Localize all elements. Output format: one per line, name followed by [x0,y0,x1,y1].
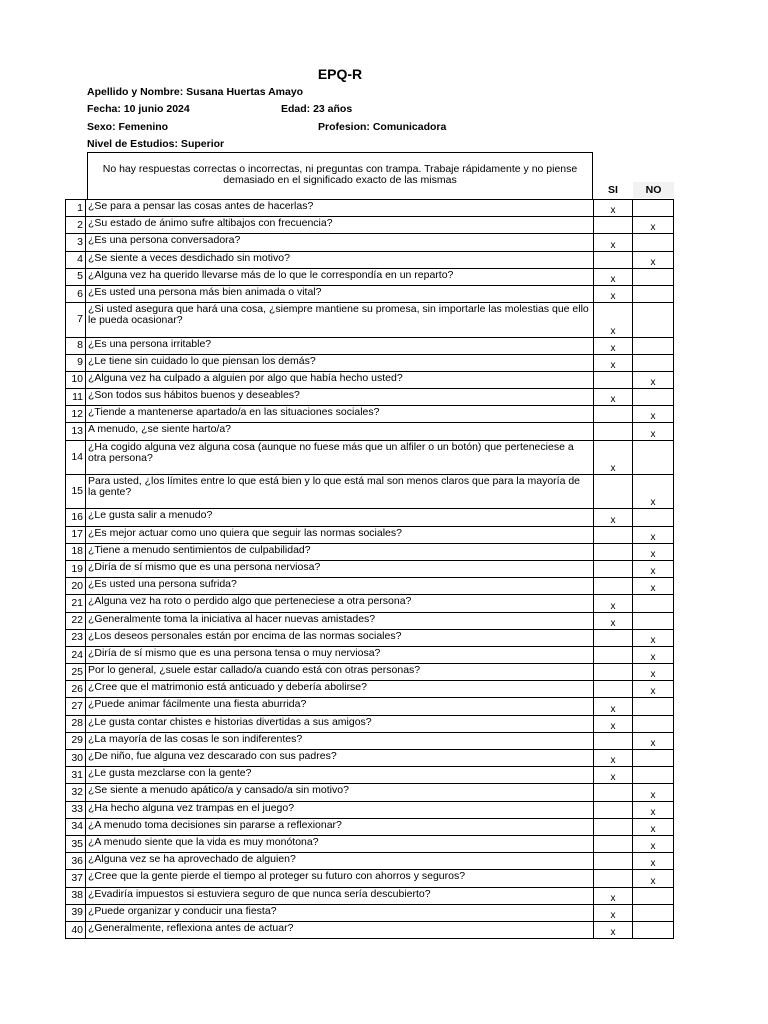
question-row [66,732,674,749]
answer-yes-cell[interactable] [594,835,633,852]
name-field: Apellido y Nombre: Susana Huertas Amayo [87,86,304,98]
question-number: 21 [66,595,86,612]
question-number: 3 [66,234,86,251]
question-row [66,681,674,698]
question-row [66,715,674,732]
question-text: ¿Puede animar fácilmente una fiesta aburrida? [86,698,594,715]
question-row [66,406,674,423]
question-row [66,423,674,440]
question-text: ¿Alguna vez ha culpado a alguien por algo que había hecho usted? [86,371,594,388]
question-text: ¿Es una persona conversadora? [86,234,594,251]
answer-no-cell[interactable] [633,750,674,767]
question-row [66,251,674,268]
question-number: 23 [66,629,86,646]
question-row [66,371,674,388]
question-number: 24 [66,646,86,663]
question-text: ¿Es mejor actuar como uno quiera que seguir las normas sociales? [86,526,594,543]
question-text: ¿La mayoría de las cosas le son indiferentes? [86,732,594,749]
answer-no-cell[interactable] [633,354,674,371]
answer-yes-cell[interactable]: x [594,200,633,217]
answer-no-cell[interactable]: x [633,870,674,887]
answer-no-cell[interactable]: x [633,801,674,818]
answer-no-cell[interactable] [633,595,674,612]
question-number: 26 [66,681,86,698]
age-field: Edad: 23 años [281,103,353,115]
answer-yes-cell[interactable]: x [594,904,633,921]
answer-no-cell[interactable]: x [633,526,674,543]
question-text: ¿Diría de sí mismo que es una persona tensa o muy nerviosa? [86,646,594,663]
answer-yes-cell[interactable]: x [594,767,633,784]
question-text: ¿Alguna vez ha roto o perdido algo que perteneciese a otra persona? [86,595,594,612]
answer-yes-cell[interactable]: x [594,440,633,474]
answer-yes-cell[interactable] [594,784,633,801]
question-text: ¿Diría de sí mismo que es una persona nerviosa? [86,560,594,577]
question-text: ¿Los deseos personales están por encima de las normas sociales? [86,629,594,646]
answer-no-cell[interactable]: x [633,629,674,646]
question-row [66,595,674,612]
question-number: 38 [66,887,86,904]
answer-yes-cell[interactable]: x [594,268,633,285]
question-text: ¿Generalmente, reflexiona antes de actuar? [86,921,594,938]
answer-yes-cell[interactable]: x [594,612,633,629]
question-number: 10 [66,371,86,388]
answer-yes-cell[interactable]: x [594,354,633,371]
question-number: 30 [66,750,86,767]
answer-no-cell[interactable]: x [633,578,674,595]
answer-no-cell[interactable]: x [633,664,674,681]
question-number: 15 [66,475,86,509]
answer-no-cell[interactable]: x [633,853,674,870]
question-number: 5 [66,268,86,285]
answer-yes-cell[interactable] [594,664,633,681]
question-text: ¿Tiende a mantenerse apartado/a en las situaciones sociales? [86,406,594,423]
question-row [66,337,674,354]
question-row [66,543,674,560]
question-number: 2 [66,217,86,234]
question-number: 25 [66,664,86,681]
question-row [66,475,674,509]
question-number: 16 [66,509,86,526]
question-row [66,767,674,784]
answer-yes-cell[interactable]: x [594,337,633,354]
page-title: EPQ-R [317,66,363,82]
question-number: 31 [66,767,86,784]
answer-yes-cell[interactable] [594,818,633,835]
question-text: ¿Se para a pensar las cosas antes de hacerlas? [86,200,594,217]
question-number: 11 [66,389,86,406]
answer-no-cell[interactable] [633,698,674,715]
answer-yes-cell[interactable] [594,681,633,698]
question-row [66,853,674,870]
question-text: ¿Alguna vez se ha aprovechado de alguien? [86,853,594,870]
answer-yes-cell[interactable] [594,646,633,663]
answer-yes-cell[interactable] [594,475,633,509]
answer-no-cell[interactable] [633,200,674,217]
question-number: 37 [66,870,86,887]
answer-yes-cell[interactable] [594,217,633,234]
education-field: Nivel de Estudios: Superior [87,138,225,150]
question-text: ¿Le gusta contar chistes e historias divertidas a sus amigos? [86,715,594,732]
date-field: Fecha: 10 junio 2024 [87,103,190,115]
answer-no-cell[interactable] [633,303,674,337]
question-row [66,698,674,715]
question-text: ¿Cree que la gente pierde el tiempo al proteger su futuro con ahorros y seguros? [86,870,594,887]
answer-yes-cell[interactable]: x [594,921,633,938]
question-number: 17 [66,526,86,543]
question-number: 32 [66,784,86,801]
question-text: ¿Es usted una persona más bien animada o vital? [86,285,594,302]
answer-yes-cell[interactable]: x [594,389,633,406]
column-header-yes: SI [608,184,618,196]
answer-no-cell[interactable]: x [633,681,674,698]
answer-yes-cell[interactable]: x [594,234,633,251]
question-row [66,354,674,371]
answer-yes-cell[interactable] [594,870,633,887]
question-row [66,818,674,835]
question-number: 29 [66,732,86,749]
answer-yes-cell[interactable]: x [594,750,633,767]
answer-no-cell[interactable] [633,887,674,904]
question-number: 14 [66,440,86,474]
answer-yes-cell[interactable] [594,801,633,818]
question-text: ¿Le tiene sin cuidado lo que piensan los demás? [86,354,594,371]
answer-yes-cell[interactable] [594,732,633,749]
question-text: ¿Son todos sus hábitos buenos y deseables? [86,389,594,406]
question-row [66,870,674,887]
question-number: 7 [66,303,86,337]
answer-yes-cell[interactable]: x [594,303,633,337]
question-text: ¿Le gusta salir a menudo? [86,509,594,526]
question-row [66,612,674,629]
question-number: 19 [66,560,86,577]
question-number: 13 [66,423,86,440]
question-row [66,646,674,663]
instructions-box: No hay respuestas correctas o incorrectas, ni preguntas con trampa. Trabaje rápidamente y no piense demasiado en el significado exacto de las mismas [87,152,593,199]
question-row [66,921,674,938]
question-text: ¿Es usted una persona sufrida? [86,578,594,595]
question-number: 27 [66,698,86,715]
question-text: ¿Evadiría impuestos si estuviera seguro de que nunca sería descubierto? [86,887,594,904]
question-row [66,835,674,852]
answer-yes-cell[interactable] [594,251,633,268]
question-number: 18 [66,543,86,560]
answer-no-cell[interactable]: x [633,784,674,801]
answer-no-cell[interactable] [633,337,674,354]
answer-no-cell[interactable]: x [633,818,674,835]
question-row [66,664,674,681]
question-row [66,784,674,801]
answer-no-cell[interactable] [633,921,674,938]
question-number: 34 [66,818,86,835]
question-text: ¿Se siente a menudo apático/a y cansado/a sin motivo? [86,784,594,801]
question-row [66,801,674,818]
question-text: ¿A menudo toma decisiones sin pararse a reflexionar? [86,818,594,835]
question-number: 9 [66,354,86,371]
question-row [66,904,674,921]
question-text: ¿Si usted asegura que hará una cosa, ¿siempre mantiene su promesa, sin importarle las molestias que ello le pueda ocasionar? [86,303,594,337]
question-row [66,750,674,767]
question-row [66,268,674,285]
question-text: ¿A menudo siente que la vida es muy monótona? [86,835,594,852]
question-row [66,389,674,406]
question-row [66,526,674,543]
answer-no-cell[interactable]: x [633,217,674,234]
question-text: ¿Cree que el matrimonio está anticuado y debería abolirse? [86,681,594,698]
question-text: ¿Generalmente toma la iniciativa al hacer nuevas amistades? [86,612,594,629]
answer-no-cell[interactable] [633,440,674,474]
answer-no-cell[interactable]: x [633,475,674,509]
answer-yes-cell[interactable] [594,560,633,577]
question-number: 39 [66,904,86,921]
answer-yes-cell[interactable]: x [594,509,633,526]
question-text: ¿Alguna vez ha querido llevarse más de lo que le correspondía en un reparto? [86,268,594,285]
answer-yes-cell[interactable] [594,853,633,870]
answer-yes-cell[interactable] [594,423,633,440]
profession-field: Profesion: Comunicadora [318,121,447,133]
question-row [66,285,674,302]
question-number: 8 [66,337,86,354]
answer-no-cell[interactable] [633,904,674,921]
answer-yes-cell[interactable]: x [594,595,633,612]
question-row [66,303,674,337]
answer-no-cell[interactable]: x [633,732,674,749]
answer-no-cell[interactable]: x [633,406,674,423]
question-row [66,440,674,474]
answer-yes-cell[interactable] [594,629,633,646]
answer-no-cell[interactable]: x [633,646,674,663]
answer-yes-cell[interactable]: x [594,698,633,715]
question-text: Por lo general, ¿suele estar callado/a cuando está con otras personas? [86,664,594,681]
question-text: A menudo, ¿se siente harto/a? [86,423,594,440]
question-text: ¿Ha hecho alguna vez trampas en el juego? [86,801,594,818]
question-text: ¿Es una persona irritable? [86,337,594,354]
answer-no-cell[interactable] [633,612,674,629]
question-row [66,234,674,251]
answer-no-cell[interactable]: x [633,835,674,852]
answer-yes-cell[interactable] [594,371,633,388]
question-text: ¿Ha cogido alguna vez alguna cosa (aunque no fuese más que un alfiler o un botón) que perteneciese a otra persona? [86,440,594,474]
answer-no-cell[interactable] [633,234,674,251]
question-text: ¿Tiene a menudo sentimientos de culpabilidad? [86,543,594,560]
question-row [66,560,674,577]
answer-no-cell[interactable] [633,285,674,302]
question-number: 35 [66,835,86,852]
answer-no-cell[interactable]: x [633,560,674,577]
question-number: 1 [66,200,86,217]
answer-no-cell[interactable]: x [633,543,674,560]
question-text: ¿Se siente a veces desdichado sin motivo? [86,251,594,268]
answer-yes-cell[interactable]: x [594,887,633,904]
question-row [66,887,674,904]
question-number: 4 [66,251,86,268]
answer-no-cell[interactable] [633,767,674,784]
question-row [66,509,674,526]
column-header-no: NO [633,182,674,198]
answer-yes-cell[interactable] [594,578,633,595]
answer-no-cell[interactable] [633,389,674,406]
question-number: 33 [66,801,86,818]
question-number: 40 [66,921,86,938]
question-number: 6 [66,285,86,302]
question-row [66,217,674,234]
answer-yes-cell[interactable]: x [594,715,633,732]
question-text: ¿Le gusta mezclarse con la gente? [86,767,594,784]
answer-yes-cell[interactable] [594,526,633,543]
question-text: ¿De niño, fue alguna vez descarado con sus padres? [86,750,594,767]
question-text: ¿Su estado de ánimo sufre altibajos con frecuencia? [86,217,594,234]
question-row [66,629,674,646]
answer-yes-cell[interactable]: x [594,285,633,302]
sex-field: Sexo: Femenino [87,121,169,133]
question-row [66,200,674,217]
questions-table [65,199,674,939]
question-number: 12 [66,406,86,423]
question-text: Para usted, ¿los límites entre lo que está bien y lo que está mal son menos claros que para la mayoría de la gente? [86,475,594,509]
question-row [66,578,674,595]
question-number: 22 [66,612,86,629]
answer-yes-cell[interactable] [594,406,633,423]
answer-no-cell[interactable]: x [633,423,674,440]
answer-no-cell[interactable] [633,509,674,526]
answer-no-cell[interactable]: x [633,371,674,388]
question-number: 28 [66,715,86,732]
answer-yes-cell[interactable] [594,543,633,560]
question-number: 36 [66,853,86,870]
answer-no-cell[interactable]: x [633,251,674,268]
question-number: 20 [66,578,86,595]
answer-no-cell[interactable] [633,268,674,285]
answer-no-cell[interactable] [633,715,674,732]
question-text: ¿Puede organizar y conducir una fiesta? [86,904,594,921]
